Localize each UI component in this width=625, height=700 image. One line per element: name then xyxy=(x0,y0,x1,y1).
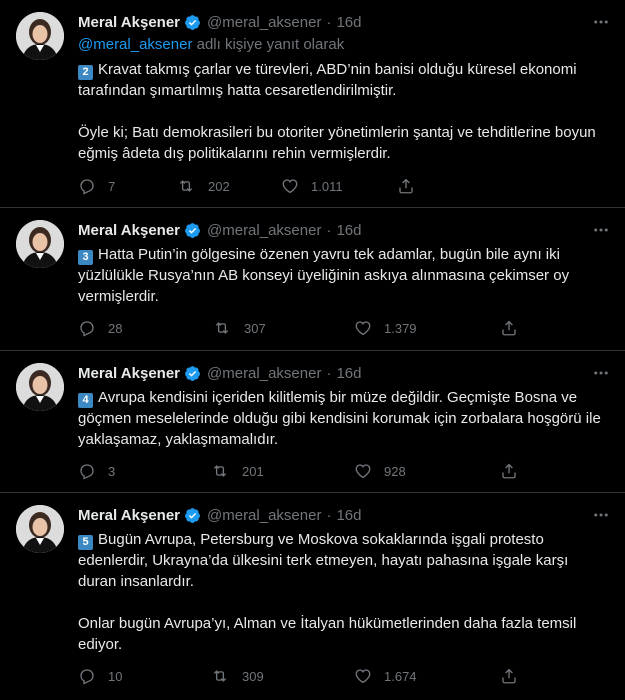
keycap-number-badge: 5 xyxy=(78,535,93,550)
share-icon xyxy=(500,667,518,685)
timestamp[interactable]: 16d xyxy=(336,221,362,239)
more-options-icon[interactable] xyxy=(591,505,611,525)
keycap-number-badge: 2 xyxy=(78,65,93,80)
tweet-paragraph: Kravat takmış çarlar ve türevleri, ABD’nin banisi olduğu küresel ekonomi tarafından şımartılmış hatta cesaretlendirilmiştir. xyxy=(78,61,577,99)
retweet-icon xyxy=(210,667,230,685)
verified-badge-icon xyxy=(184,365,201,382)
separator: · xyxy=(326,221,332,239)
retweet-button[interactable] xyxy=(210,460,264,482)
reply-button[interactable] xyxy=(78,460,115,482)
author-name[interactable]: Meral Akşener xyxy=(78,506,180,524)
reply-mention-link[interactable]: @meral_aksener xyxy=(78,36,193,53)
avatar[interactable] xyxy=(16,220,64,268)
tweet[interactable] xyxy=(0,351,625,493)
share-icon xyxy=(397,177,415,195)
keycap-number-badge: 4 xyxy=(78,393,93,408)
retweet-count: 202 xyxy=(208,178,230,194)
like-button[interactable] xyxy=(354,665,417,687)
tweet-paragraph: Öyle ki; Batı demokrasileri bu otoriter yönetimlerin şantaj ve tehditlerine boyun eğmiş âdeta dış politikalarını rehin vermişlerdir. xyxy=(78,124,596,162)
tweet-actions xyxy=(78,175,518,197)
author-handle[interactable]: @meral_aksener xyxy=(207,13,322,31)
reply-icon xyxy=(78,319,96,337)
more-options-icon[interactable] xyxy=(591,363,611,383)
reply-count: 10 xyxy=(108,668,123,684)
heart-icon xyxy=(281,177,299,195)
heart-icon xyxy=(354,462,372,480)
avatar[interactable] xyxy=(16,505,64,553)
like-button[interactable] xyxy=(354,317,417,339)
reply-icon xyxy=(78,462,96,480)
retweet-icon xyxy=(176,177,196,195)
retweet-button[interactable] xyxy=(176,175,230,197)
like-button[interactable] xyxy=(354,460,406,482)
tweet-header xyxy=(78,220,609,240)
tweet-paragraph: Onlar bugün Avrupa’yı, Alman ve İtalyan hükümetlerinden daha fazla temsil ediyor. xyxy=(78,615,577,653)
reply-button[interactable] xyxy=(78,317,122,339)
avatar[interactable] xyxy=(16,363,64,411)
verified-badge-icon xyxy=(184,222,201,239)
author-handle[interactable]: @meral_aksener xyxy=(207,221,322,239)
tweet-actions xyxy=(78,460,518,482)
tweet-text xyxy=(78,59,605,164)
author-name[interactable]: Meral Akşener xyxy=(78,221,180,239)
tweet-paragraph: Avrupa kendisini içeriden kilitlemiş bir müze değildir. Geçmişte Bosna ve göçmen meselelerinde olduğu gibi kendisini korumak için zorbalara hoşgörü ile yaklaşamaz, yaklaşmamalıdır. xyxy=(78,389,601,448)
heart-icon xyxy=(354,319,372,337)
timestamp[interactable]: 16d xyxy=(336,13,362,31)
reply-button[interactable] xyxy=(78,175,115,197)
reply-context xyxy=(78,36,344,53)
like-count: 1.674 xyxy=(384,668,417,684)
author-name[interactable]: Meral Akşener xyxy=(78,364,180,382)
tweet-text xyxy=(78,244,605,307)
reply-context-text: adlı kişiye yanıt olarak xyxy=(196,36,345,53)
retweet-count: 309 xyxy=(242,668,264,684)
tweet[interactable] xyxy=(0,0,625,208)
timestamp[interactable]: 16d xyxy=(336,364,362,382)
share-button[interactable] xyxy=(500,317,518,339)
share-icon xyxy=(500,319,518,337)
tweet-actions xyxy=(78,317,518,339)
like-count: 928 xyxy=(384,463,406,479)
tweet-text xyxy=(78,387,605,450)
retweet-icon xyxy=(210,462,230,480)
reply-count: 28 xyxy=(108,320,123,336)
reply-icon xyxy=(78,667,96,685)
tweet-paragraph: Hatta Putin’in gölgesine özenen yavru tek adamlar, bugün bile aynı iki yüzlülükle Rusya’nın AB konseyi üyeliğinin askıya alınmasına çekimser oy vermişlerdir. xyxy=(78,246,570,305)
like-button[interactable] xyxy=(281,175,343,197)
author-handle[interactable]: @meral_aksener xyxy=(207,506,322,524)
timestamp[interactable]: 16d xyxy=(336,506,362,524)
tweet[interactable] xyxy=(0,208,625,351)
reply-count: 7 xyxy=(108,178,116,194)
avatar[interactable] xyxy=(16,12,64,60)
retweet-icon xyxy=(212,319,232,337)
reply-count: 3 xyxy=(108,463,116,479)
author-name[interactable]: Meral Akşener xyxy=(78,13,180,31)
keycap-number-badge: 3 xyxy=(78,250,93,265)
like-count: 1.379 xyxy=(384,320,417,336)
share-button[interactable] xyxy=(500,665,518,687)
tweet-header xyxy=(78,363,609,383)
author-handle[interactable]: @meral_aksener xyxy=(207,364,322,382)
tweet-actions xyxy=(78,665,518,687)
share-icon xyxy=(500,462,518,480)
tweet-paragraph: Bugün Avrupa, Petersburg ve Moskova sokaklarında işgali protesto edenlerdir, Ukrayna’da ülkesini terk etmeyen, hayatı pahasına işgale karşı duran insanlardır. xyxy=(78,531,569,590)
more-options-icon[interactable] xyxy=(591,12,611,32)
retweet-count: 201 xyxy=(242,463,264,479)
tweet-text xyxy=(78,529,605,655)
share-button[interactable] xyxy=(500,460,518,482)
retweet-button[interactable] xyxy=(210,665,264,687)
tweet[interactable] xyxy=(0,493,625,700)
verified-badge-icon xyxy=(184,14,201,31)
retweet-count: 307 xyxy=(244,320,266,336)
separator: · xyxy=(326,13,332,31)
verified-badge-icon xyxy=(184,507,201,524)
separator: · xyxy=(326,364,332,382)
share-button[interactable] xyxy=(397,175,415,197)
reply-icon xyxy=(78,177,96,195)
tweet-header xyxy=(78,505,609,525)
separator: · xyxy=(326,506,332,524)
reply-button[interactable] xyxy=(78,665,122,687)
tweet-header xyxy=(78,12,609,32)
heart-icon xyxy=(354,667,372,685)
more-options-icon[interactable] xyxy=(591,220,611,240)
like-count: 1.011 xyxy=(311,178,343,194)
retweet-button[interactable] xyxy=(212,317,266,339)
